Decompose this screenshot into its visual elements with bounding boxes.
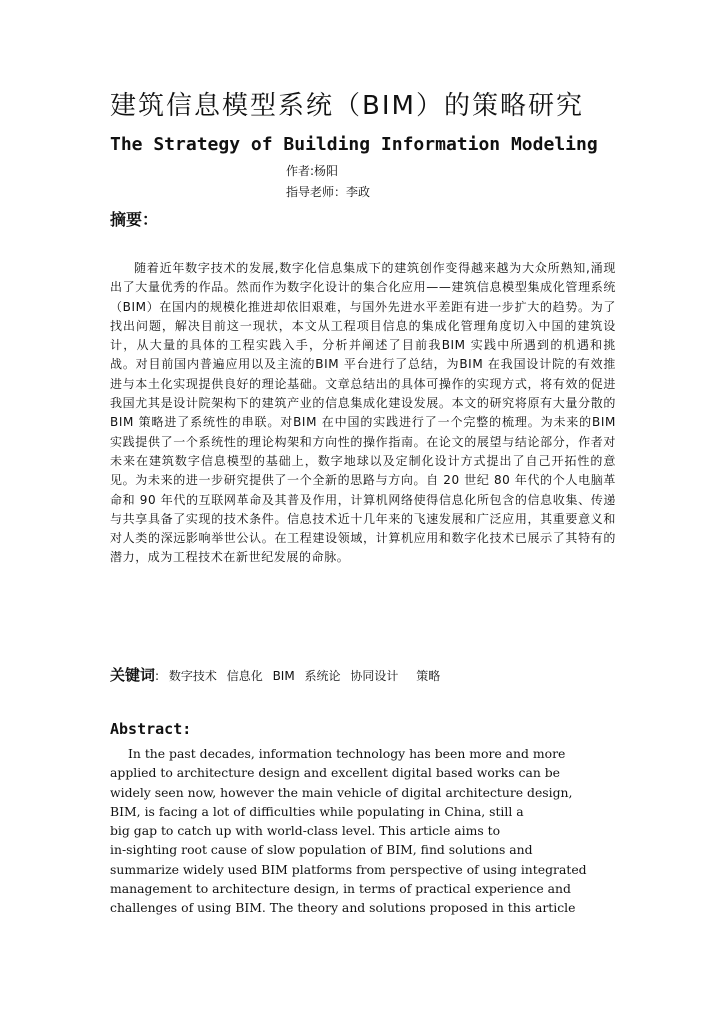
abstract-body-chinese: 随着近年数字技术的发展,数字化信息集成下的建筑创作变得越来越为大众所熟知,涌现出了大量优秀的作品。然而作为数字化设计的集合化应用——建筑信息模型集成化管理系统（BIM）在国内的规模化推进却依旧艰难，与国外先进水平差距有进一步扩大的趋势。为了找出问题，解决目前这一现状，本文从工程项目信息的集成化管理角度切入中国的建筑设计，从大量的具体的工程实践入手，分析并阐述了目前我BIM 实践中所遇到的机遇和挑战。对目前国内普遍应用以及主流的BIM 平台进行了总结，为BIM 在我国设计院的有效推进与本土化实现提供良好的理论基础。文章总结出的具体可操作的实现方式，将有效的促进我国尤其是设计院架构下的建筑产业的信息集成化建设发展。本文的研究将原有大量分散的 BIM 策略进了系统性的串联。对BIM 在中国的实践进行了一个完整的梳理。为未来的BIM 实践提供了一个系统性的理论构架和方向性的操作指南。在论文的展望与结论部分，作者对未来在建筑数字信息模型的基础上，数字地球以及定制化设计方式提出了自己开拓性的意见。为未来的进一步研究提供了一个全新的思路与方向。自 20 世纪 80 年代的个人电脑革命和 90 年代的互联网革命及其普及作用，计算机网络使得信息化所包含的信息收集、传递与共享具备了实现的技术条件。信息技术近十几年来的飞速发展和广泛应用，其重要意义和对人类的深远影响举世公认。在工程建设领域，计算机应用和数字化技术已展示了其特有的潜力，成为工程技术在新世纪发展的命脉。: [110, 261, 616, 565]
keywords-label: 关键词: [110, 666, 156, 684]
keyword: 策略: [416, 669, 441, 683]
abstract-line: in-sighting root cause of slow population of BIM, find solutions and: [110, 842, 533, 858]
advisor-line: 指导老师：李政: [286, 185, 371, 199]
abstract-line: In the past decades, information technology has been more and more: [128, 746, 566, 761]
keywords-colon: :: [155, 669, 160, 683]
keyword: BIM: [272, 669, 295, 683]
abstract-line: big gap to catch up with world-class level. This article aims to: [110, 823, 501, 839]
title-english: The Strategy of Building Information Modeling: [110, 134, 598, 155]
keyword: 系统论: [304, 669, 341, 683]
abstract-heading-chinese: 摘要：: [110, 210, 159, 229]
keyword: 信息化: [226, 669, 263, 683]
abstract-line: widely seen now, however the main vehicle of digital architecture design,: [110, 784, 573, 800]
abstract-heading-english: Abstract:: [110, 720, 192, 738]
title-chinese: 建筑信息模型系统（BIM）的策略研究: [110, 91, 584, 121]
abstract-line: summarize widely used BIM platforms from perspective of using integrated: [110, 861, 587, 877]
keywords-line: [110, 664, 616, 687]
abstract-line: management to architecture design, in terms of practical experience and: [110, 881, 571, 897]
keyword: 数字技术: [168, 669, 217, 683]
abstract-line: challenges of using BIM. The theory and solutions proposed in this article: [110, 900, 576, 916]
abstract-body-english: [110, 744, 616, 918]
abstract-line: BIM, is facing a lot of difficulties while populating in China, still a: [110, 803, 524, 819]
keyword: 协同设计: [350, 669, 399, 683]
author-line: 作者:杨阳: [286, 164, 339, 178]
abstract-line: applied to architecture design and excellent digital based works can be: [110, 765, 561, 781]
